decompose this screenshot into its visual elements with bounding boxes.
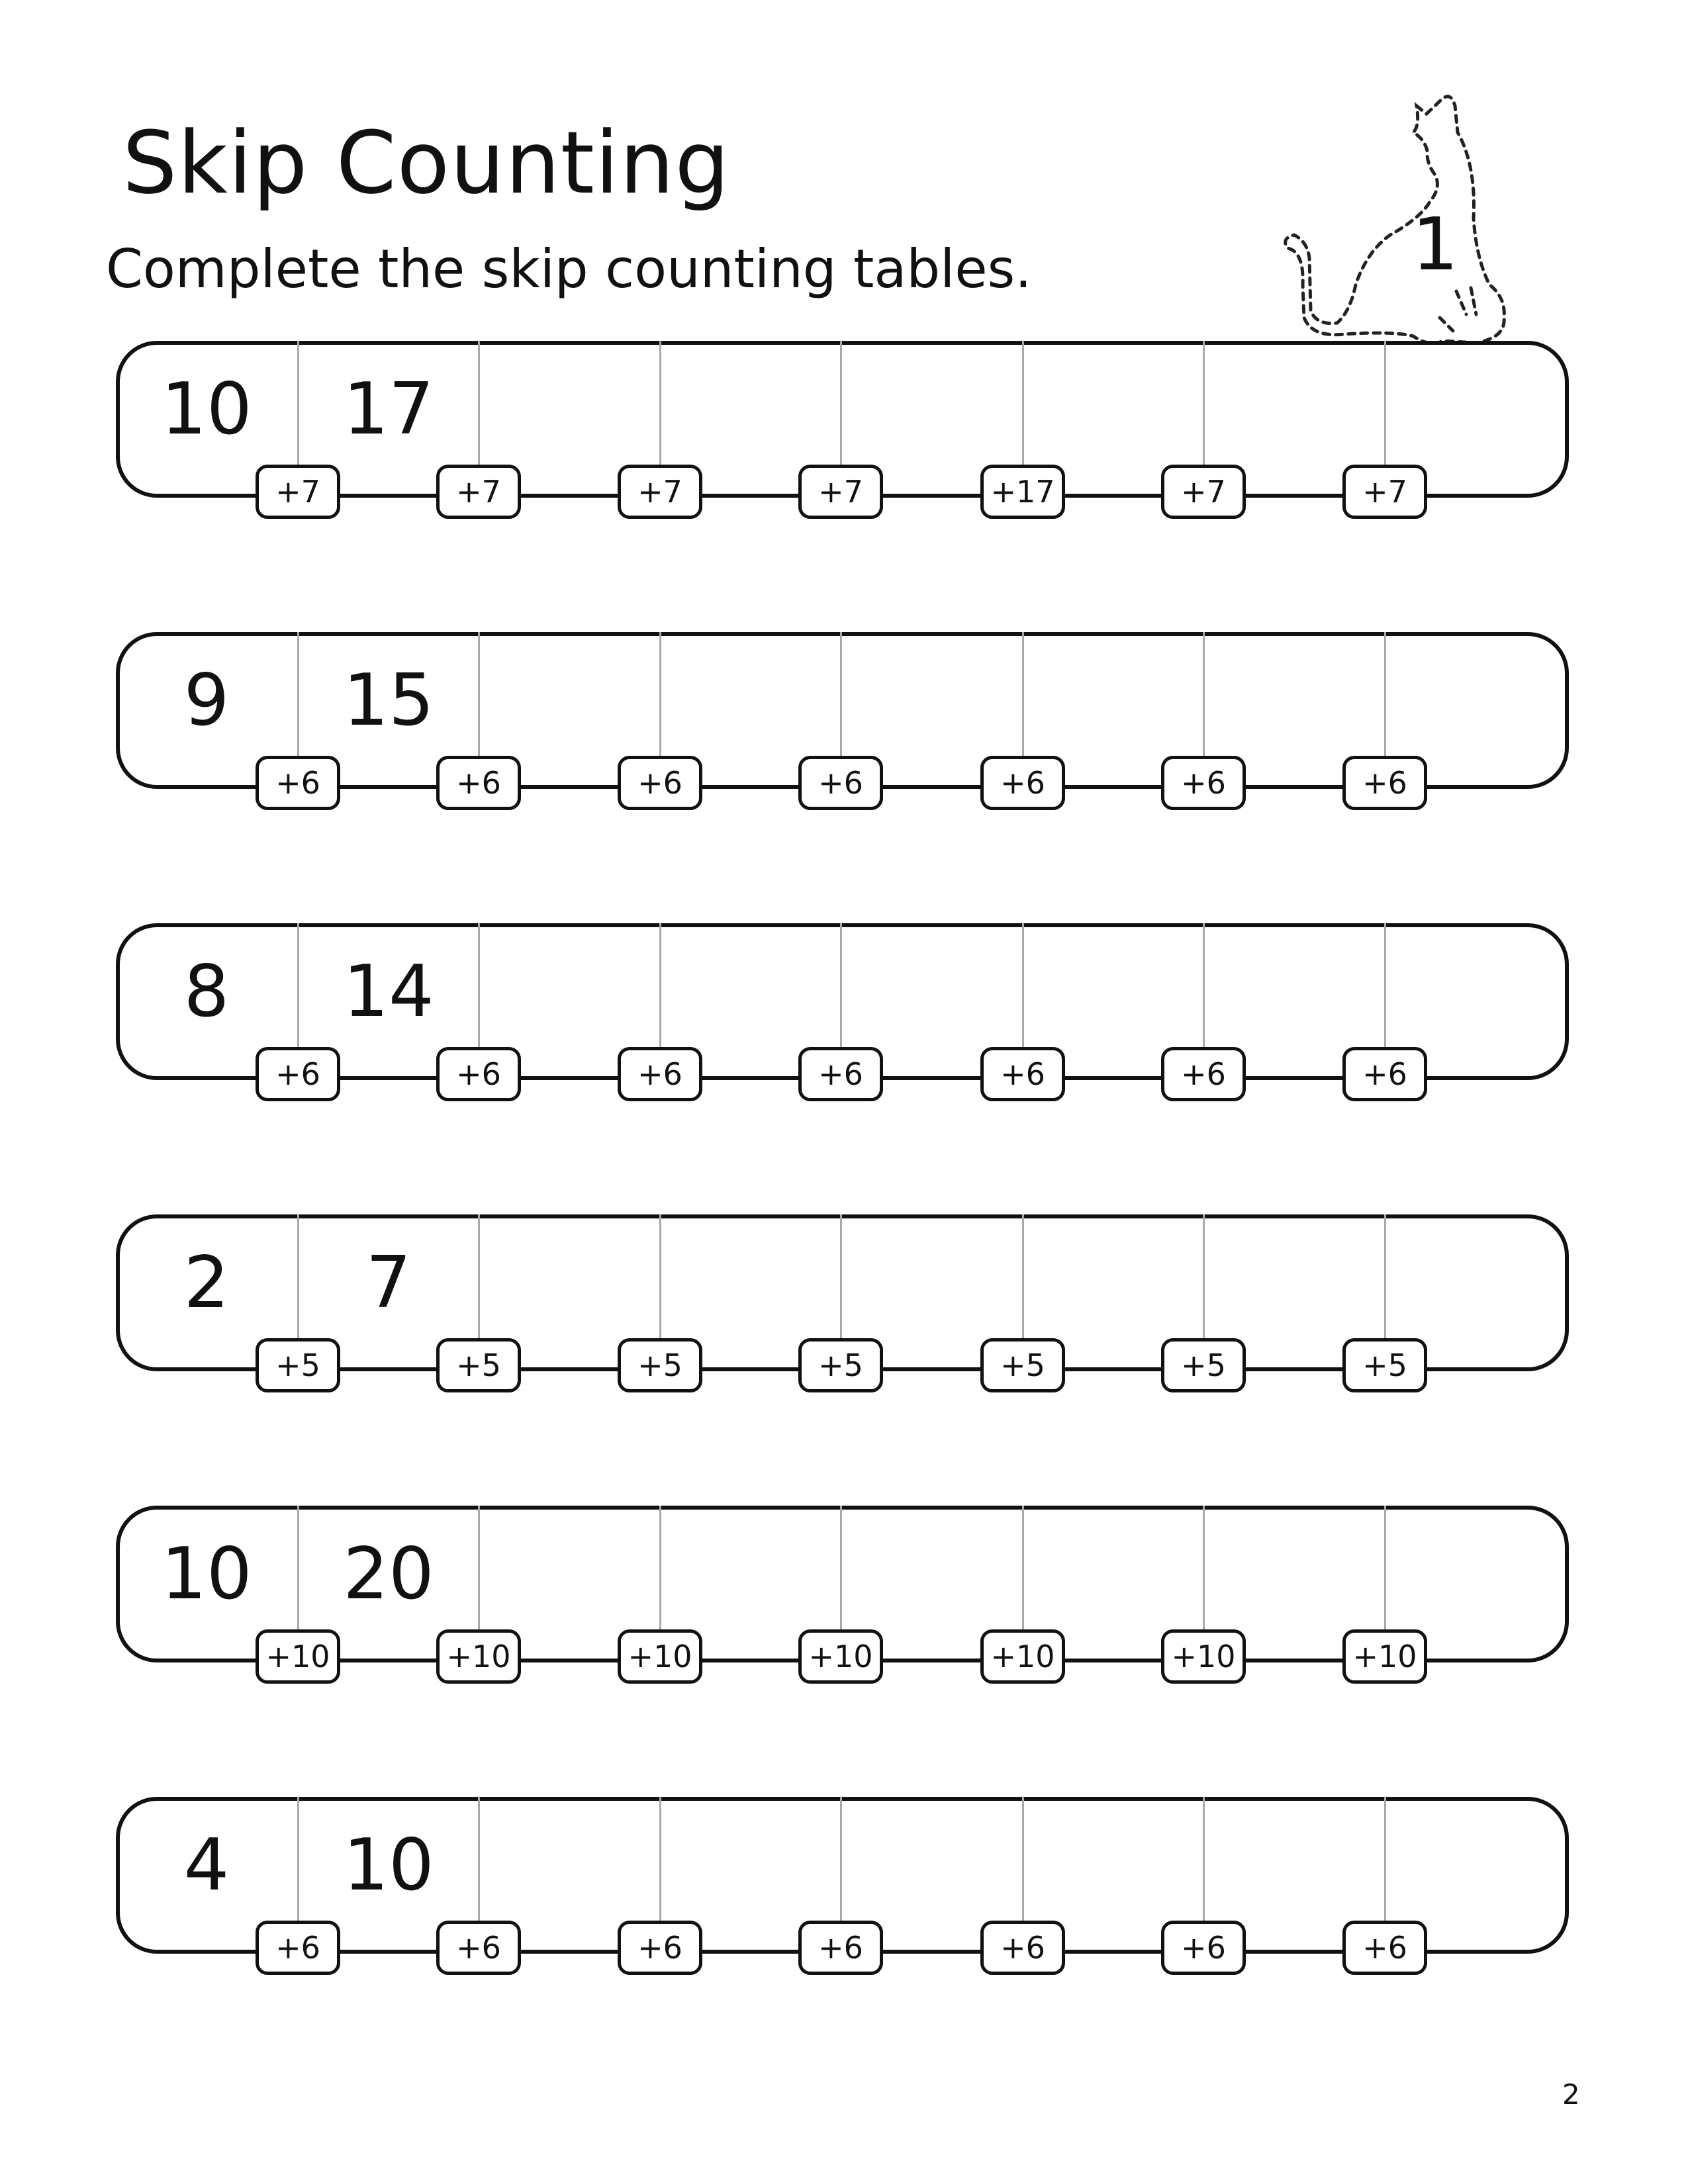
step-label: +6 [618, 1047, 702, 1101]
step-label: +6 [1342, 756, 1427, 810]
step-label: +17 [980, 465, 1065, 519]
step-label: +6 [436, 756, 521, 810]
step-label: +6 [1161, 1047, 1246, 1101]
second-number: 10 [343, 1824, 434, 1907]
step-label: +7 [1342, 465, 1427, 519]
skip-counting-row [116, 341, 1569, 510]
step-label: +10 [798, 1629, 883, 1684]
step-label: +5 [256, 1338, 340, 1392]
skip-counting-row [116, 1214, 1569, 1383]
step-label: +5 [1342, 1338, 1427, 1392]
step-label: +7 [1161, 465, 1246, 519]
badge-number: 1 [1412, 202, 1458, 287]
step-label: +6 [436, 1921, 521, 1975]
skip-counting-row [116, 923, 1569, 1092]
step-label: +5 [798, 1338, 883, 1392]
step-label: +6 [256, 756, 340, 810]
step-label: +5 [618, 1338, 702, 1392]
step-label: +6 [1161, 1921, 1246, 1975]
second-number: 17 [343, 368, 434, 451]
step-label: +6 [798, 756, 883, 810]
page-title: Skip Counting [122, 113, 730, 213]
skip-counting-row [116, 1506, 1569, 1674]
step-label: +10 [1161, 1629, 1246, 1684]
step-label: +6 [798, 1921, 883, 1975]
step-label: +6 [1342, 1047, 1427, 1101]
step-label: +6 [436, 1047, 521, 1101]
step-label: +7 [256, 465, 340, 519]
step-label: +7 [436, 465, 521, 519]
second-number: 15 [343, 659, 434, 742]
step-label: +6 [618, 756, 702, 810]
step-label: +7 [618, 465, 702, 519]
second-number: 7 [365, 1242, 412, 1324]
start-number: 2 [183, 1242, 230, 1324]
start-number: 9 [183, 659, 230, 742]
step-label: +6 [980, 1047, 1065, 1101]
step-label: +10 [1342, 1629, 1427, 1684]
step-label: +5 [980, 1338, 1065, 1392]
step-label: +6 [256, 1047, 340, 1101]
second-number: 20 [343, 1533, 434, 1615]
step-label: +6 [1161, 756, 1246, 810]
page-number: 2 [1562, 2078, 1580, 2111]
step-label: +6 [1342, 1921, 1427, 1975]
skip-counting-row [116, 632, 1569, 801]
step-label: +6 [980, 756, 1065, 810]
start-number: 10 [161, 368, 252, 451]
start-number: 8 [183, 950, 230, 1033]
step-label: +5 [436, 1338, 521, 1392]
step-label: +6 [256, 1921, 340, 1975]
start-number: 4 [183, 1824, 230, 1907]
start-number: 10 [161, 1533, 252, 1615]
step-label: +10 [256, 1629, 340, 1684]
step-label: +7 [798, 465, 883, 519]
step-label: +5 [1161, 1338, 1246, 1392]
second-number: 14 [343, 950, 434, 1033]
step-label: +6 [980, 1921, 1065, 1975]
instructions: Complete the skip counting tables. [106, 238, 1032, 300]
step-label: +6 [798, 1047, 883, 1101]
step-label: +6 [618, 1921, 702, 1975]
step-label: +10 [618, 1629, 702, 1684]
skip-counting-row [116, 1797, 1569, 1966]
step-label: +10 [980, 1629, 1065, 1684]
step-label: +10 [436, 1629, 521, 1684]
